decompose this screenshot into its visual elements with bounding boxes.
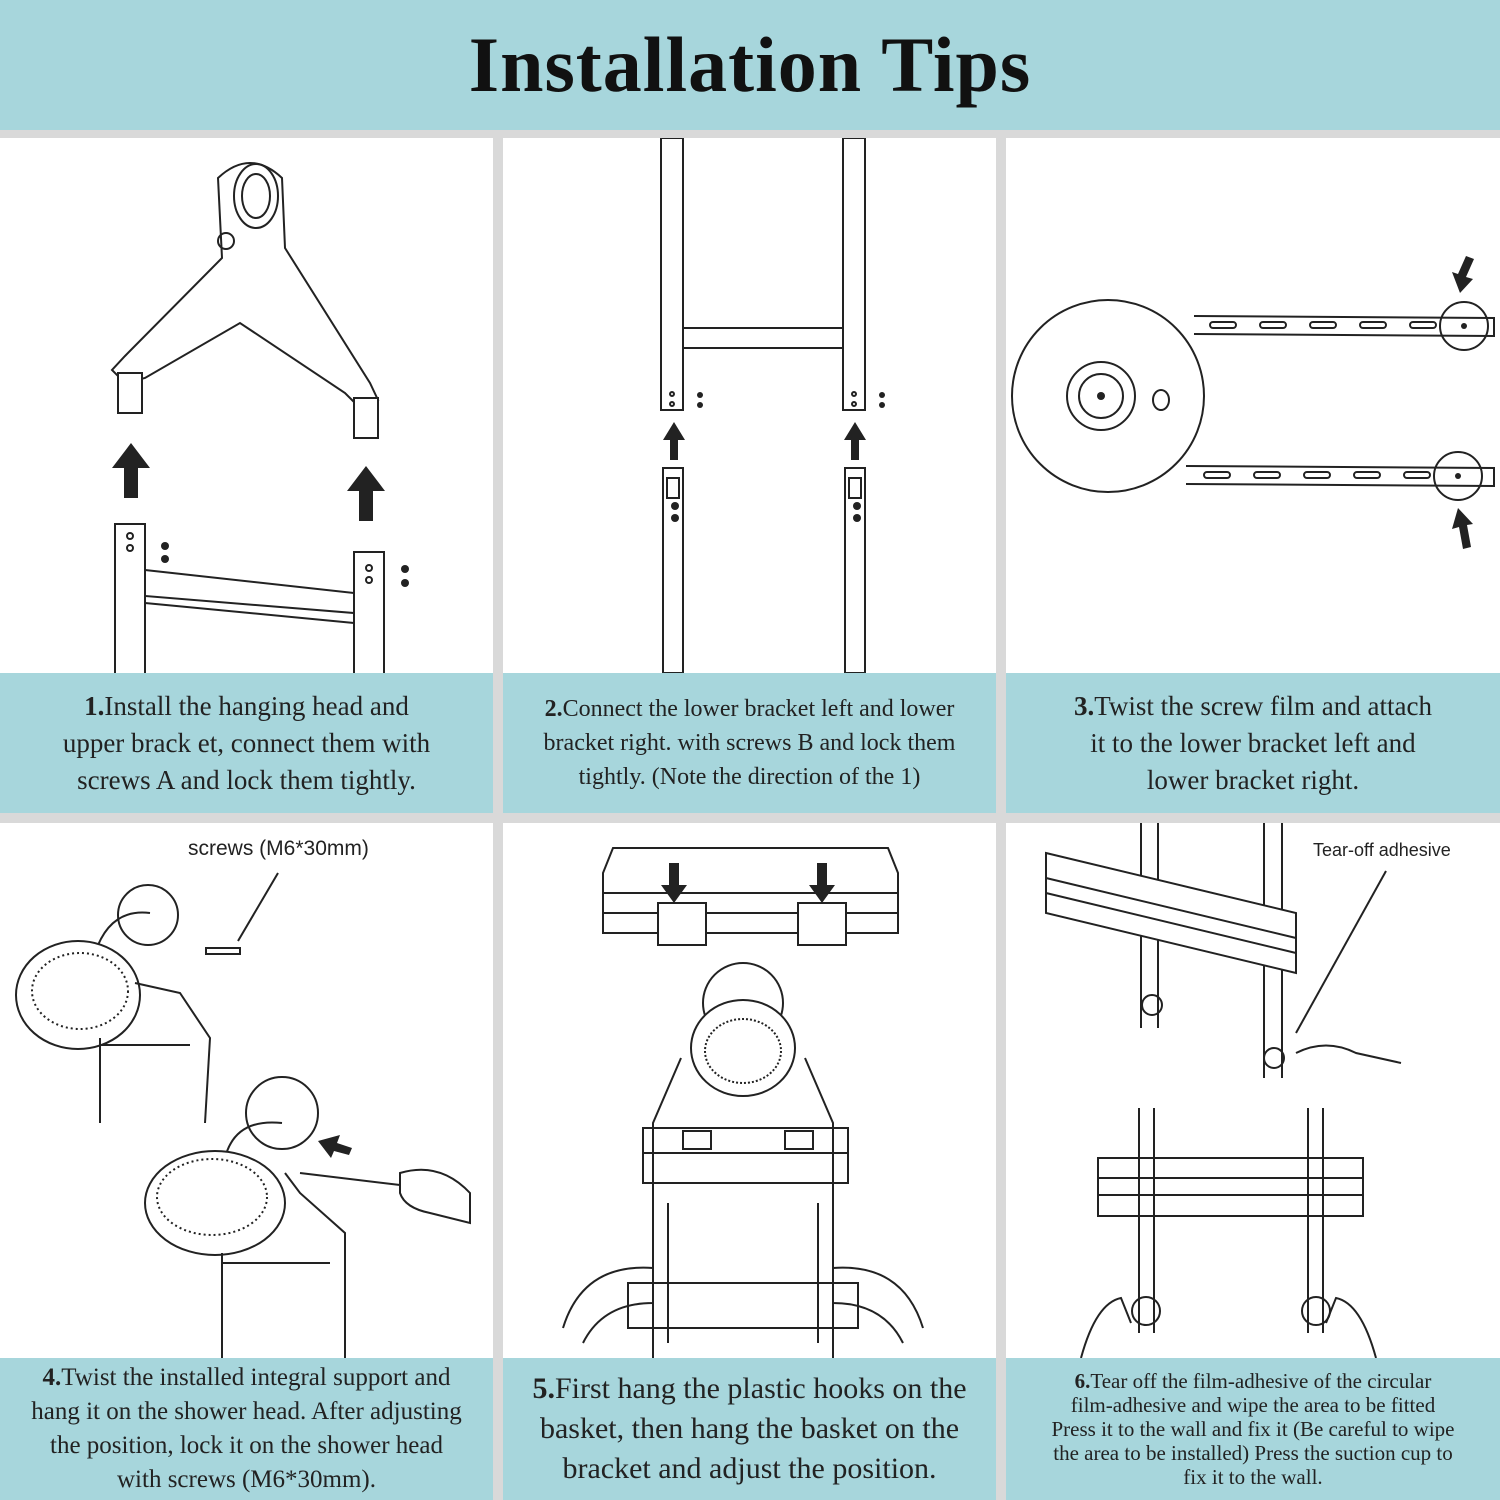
step-6-illustration <box>1006 823 1500 1358</box>
step-2-caption <box>503 673 996 813</box>
screw-film-diagram <box>1006 138 1500 673</box>
step-3-text: Twist the screw film and attach it to the lower bracket left and lower bracket right. <box>1090 690 1432 795</box>
title-banner <box>0 0 1500 130</box>
step-1-illustration <box>0 138 493 673</box>
banner-separator <box>0 130 1500 138</box>
step-1-caption <box>0 673 493 813</box>
step-4-number: 4. <box>42 1364 62 1391</box>
screws-label: screws (M6*30mm) <box>188 837 369 860</box>
step-4-illustration <box>0 823 493 1358</box>
step-6-number: 6. <box>1074 1369 1091 1393</box>
step-2-number: 2. <box>544 696 563 722</box>
step-5-illustration <box>503 823 996 1358</box>
step-3-caption <box>1006 673 1500 813</box>
step-3-number: 3. <box>1073 690 1095 721</box>
step-3-illustration <box>1006 138 1500 673</box>
row-divider <box>0 813 1500 823</box>
step-1-number: 1. <box>84 690 105 721</box>
adhesive-mount-diagram <box>1006 823 1500 1358</box>
step-6-caption <box>1006 1358 1500 1500</box>
step-5-caption <box>503 1358 996 1500</box>
step-4-text: Twist the installed integral support and hang it on the shower head. After adjusting the position, lock it on the shower head with screws (M6*30mm). <box>31 1364 462 1493</box>
step-1-text: Install the hanging head and upper brack et, connect them with screws A and lock them tightly. <box>62 690 431 795</box>
step-4-caption <box>0 1358 493 1500</box>
page-title: Installation Tips <box>468 21 1032 108</box>
tear-off-adhesive-label: Tear-off adhesive <box>1313 840 1451 860</box>
step-5-number: 5. <box>532 1372 555 1405</box>
step-6-text: Tear off the film-adhesive of the circular film-adhesive and wipe the area to be fitted Press it to the wall and fix it (Be careful to wipe the area to be installed) Press the suction cup to fix it to the wall. <box>1051 1369 1455 1489</box>
shower-head-mount-diagram <box>0 823 493 1358</box>
hanger-head-diagram <box>0 138 493 673</box>
step-2-text: Connect the lower bracket left and lower bracket right. with screws B and lock them tightly. (Note the direction of the 1) <box>543 696 956 790</box>
basket-hanging-diagram <box>503 823 996 1358</box>
step-2-illustration <box>503 138 996 673</box>
step-5-text: First hang the plastic hooks on the basket, then hang the basket on the bracket and adjust the position. <box>539 1372 967 1485</box>
bracket-connection-diagram <box>503 138 996 673</box>
